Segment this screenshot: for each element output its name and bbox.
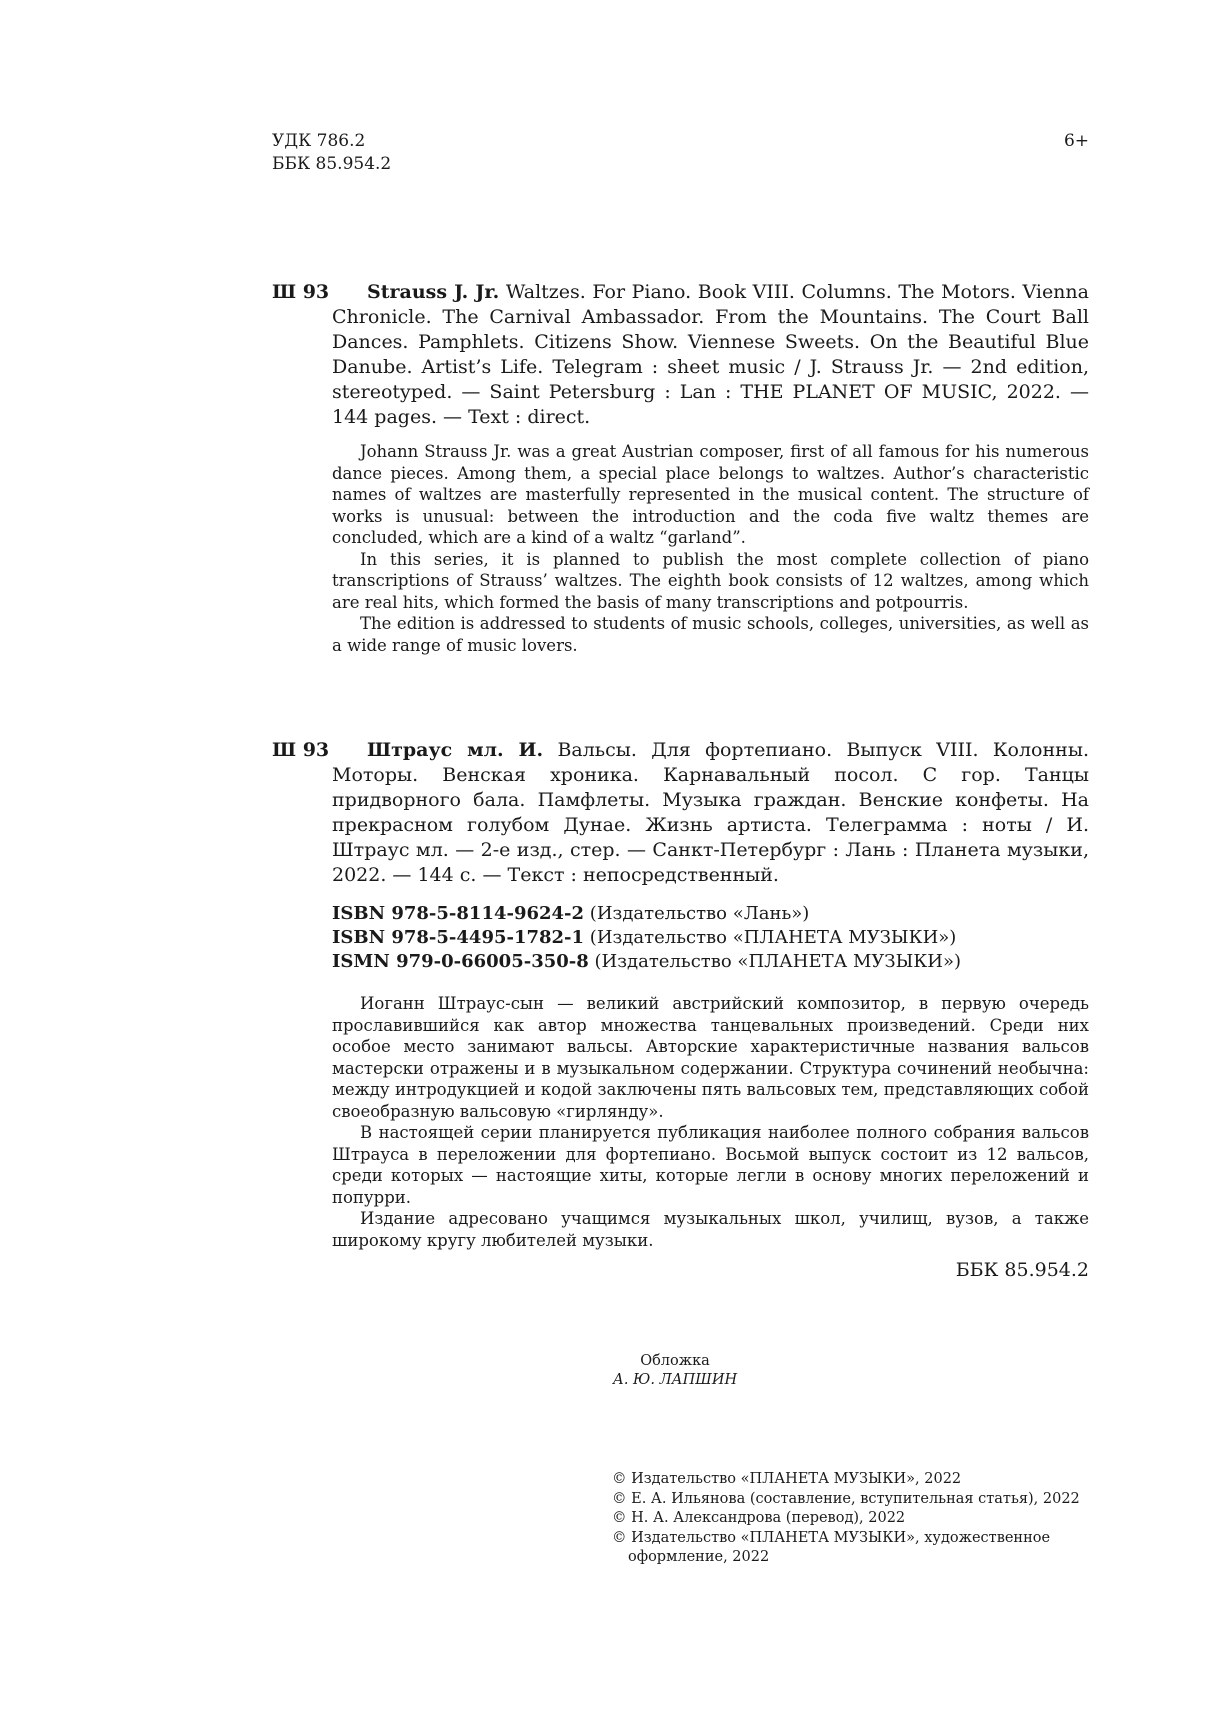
isbn-number: ISBN 978-5-4495-1782-1: [332, 927, 585, 948]
cover-label: Обложка: [640, 1353, 710, 1369]
cover-credit: [605, 1352, 745, 1390]
classification-header: [272, 130, 391, 176]
copyright-line: © Н. А. Александрова (перевод), 2022: [612, 1510, 906, 1526]
isbn-line: [332, 926, 961, 950]
isbn-publisher: (Издательство «ПЛАНЕТА МУЗЫКИ»): [594, 951, 962, 972]
author-name: Штраус мл. И.: [367, 739, 544, 761]
author-name: Strauss J. Jr.: [367, 281, 500, 303]
annotation-ru: [332, 993, 1089, 1251]
bbk-footer: ББК 85.954.2: [955, 1259, 1089, 1281]
isbn-line: [332, 902, 961, 926]
annotation-paragraph: In this series, it is planned to publish the most complete collection of piano transcriptions of Strauss’ waltzes. The eighth book consists of 12 waltzes, among which are real hits, which formed the basis of many transcriptions and potpourris.: [332, 549, 1089, 612]
annotation-paragraph: The edition is addressed to students of music schools, colleges, universities, as well as a wide range of music lovers.: [332, 614, 1089, 655]
entry-text: Waltzes. For Piano. Book VIII. Columns. The Motors. Vienna Chronicle. The Carnival Ambassador. From the Mountains. The Court Ball Dances. Pamphlets. Citizens Show. Viennese Sweets. On the Beautiful Blue Danube. Artist’s Life. Telegram : sheet music / J. Strauss Jr. — 2nd edition, stereotyped. — Saint Petersburg : Lan : THE PLANET OF MUSIC, 2022. — 144 pages. — Text : direct.: [332, 281, 1089, 428]
annotation-paragraph: Иоганн Штраус-сын — великий австрийский композитор, в первую очередь прославившийся как автор множества танцевальных произведений. Среди них особое место занимают вальсы. Авторские характеристичные названия вальсов мастерски отражены и в музыкальном содержании. Структура сочинений необычна: между интродукцией и кодой заключены пять вальсовых тем, представляющих собой своеобразную вальсовую «гирлянду».: [332, 994, 1089, 1121]
entry-text: Вальсы. Для фортепиано. Выпуск VIII. Колонны. Моторы. Венская хроника. Карнавальный посол. С гор. Танцы придворного бала. Памфлеты. Музыка граждан. Венские конфеты. На прекрасном голубом Дунае. Жизнь артиста. Телеграмма : ноты / И. Штраус мл. — 2-е изд., стер. — Санкт-Петербург : Лань : Планета музыки, 2022. — 144 с. — Текст : непосредственный.: [332, 739, 1089, 886]
annotation-paragraph: Johann Strauss Jr. was a great Austrian composer, first of all famous for his numerous dance pieces. Among them, a special place belongs to waltzes. Author’s characteristic names of waltzes are masterfully represented in the musical content. The structure of works is unusual: between the introduction and the coda five waltz themes are concluded, which are a kind of a waltz “garland”.: [332, 442, 1089, 547]
isbn-number: ISMN 979-0-66005-350-8: [332, 951, 589, 972]
age-rating: 6+: [1063, 131, 1089, 151]
entry-body: [332, 738, 1089, 888]
copyright-line: © Издательство «ПЛАНЕТА МУЗЫКИ», 2022: [612, 1471, 962, 1487]
copyright-line: © Е. А. Ильянова (составление, вступительная статья), 2022: [612, 1490, 1080, 1507]
cover-designer: А. Ю. ЛАПШИН: [612, 1372, 738, 1388]
isbn-number: ISBN 978-5-8114-9624-2: [332, 903, 585, 924]
isbn-block: [332, 902, 961, 974]
annotation-en: [332, 441, 1089, 656]
isbn-publisher: (Издательство «Лань»): [589, 903, 810, 924]
annotation-paragraph: Издание адресовано учащимся музыкальных школ, училищ, вузов, а также широкому кругу любителей музыки.: [332, 1209, 1089, 1250]
isbn-line: [332, 950, 961, 974]
author-mark: Ш 93: [272, 739, 330, 761]
entry-body: [332, 280, 1089, 430]
copyright-line: © Издательство «ПЛАНЕТА МУЗЫКИ», художественное оформление, 2022: [612, 1529, 1051, 1565]
annotation-paragraph: В настоящей серии планируется публикация наиболее полного собрания вальсов Штрауса в переложении для фортепиано. Восьмой выпуск состоит из 12 вальсов, среди которых — настоящие хиты, которые легли в основу многих переложений и попурри.: [332, 1123, 1089, 1207]
author-mark: Ш 93: [272, 281, 330, 303]
isbn-publisher: (Издательство «ПЛАНЕТА МУЗЫКИ»): [589, 927, 957, 948]
bbk-code: ББК 85.954.2: [272, 154, 392, 174]
udk-code: УДК 786.2: [272, 131, 366, 151]
copyright-block: [612, 1470, 1092, 1568]
catalog-entry-ru: [272, 738, 1089, 888]
catalog-entry-en: [272, 280, 1089, 430]
